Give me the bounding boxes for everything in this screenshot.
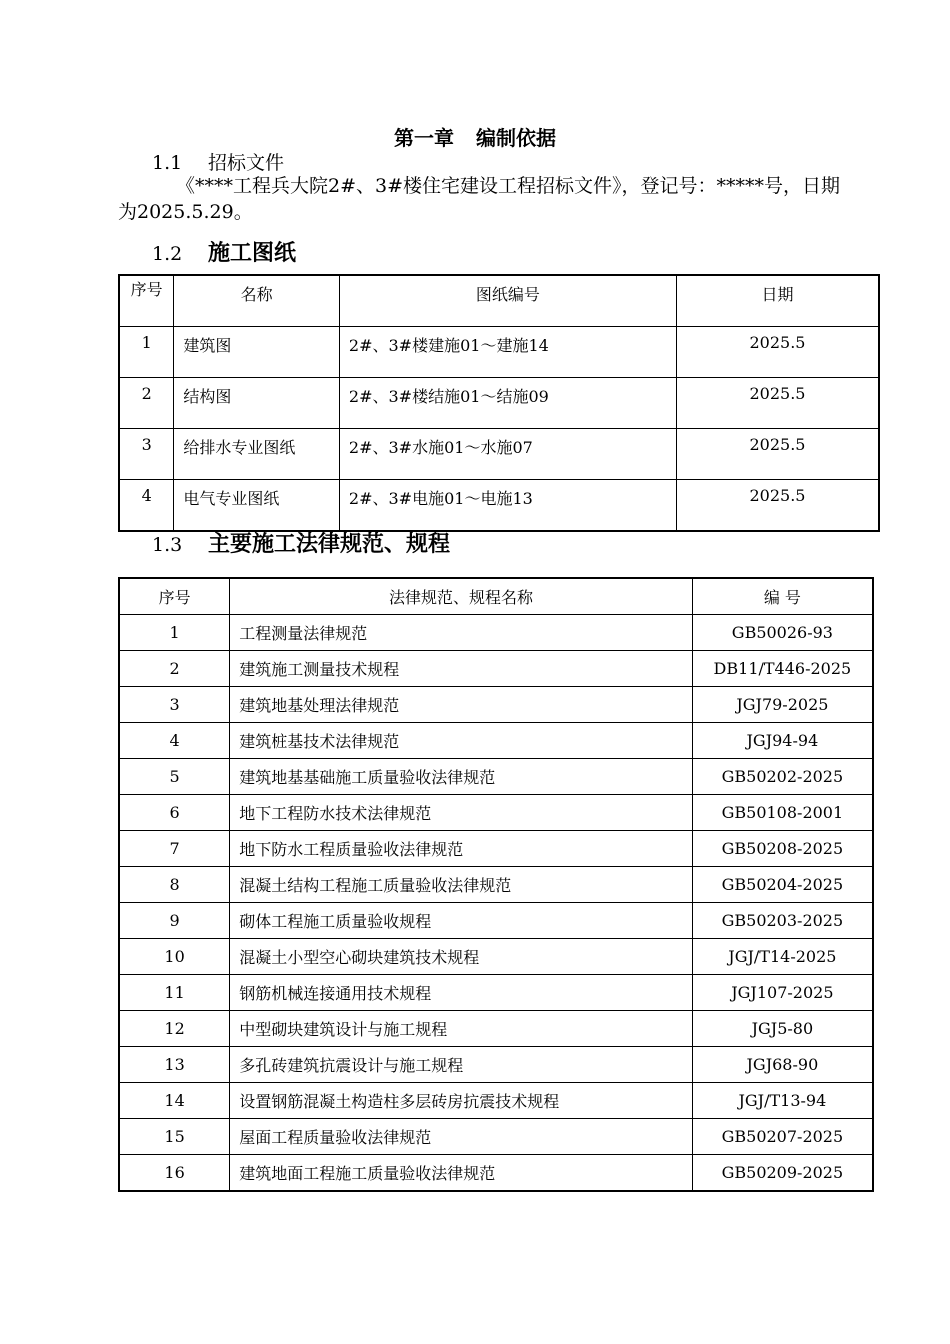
cell-code: GB50026-93 (692, 615, 873, 651)
chapter-title: 编制依据 (476, 126, 556, 150)
cell-code: JGJ94-94 (692, 723, 873, 759)
table-row (119, 327, 879, 378)
table-row (119, 687, 873, 723)
table-row (119, 795, 873, 831)
cell-name: 建筑地基处理法律规范 (230, 687, 693, 723)
section-title: 主要施工法律规范、规程 (208, 532, 451, 557)
cell-code: JGJ/T14-2025 (692, 939, 873, 975)
cell-no: 1 (119, 615, 230, 651)
cell-no: 13 (119, 1047, 230, 1083)
cell-no: 2 (119, 651, 230, 687)
cell-no: 11 (119, 975, 230, 1011)
table-row (119, 378, 879, 429)
cell-name: 混凝土小型空心砌块建筑技术规程 (230, 939, 693, 975)
cell-name: 建筑施工测量技术规程 (230, 651, 693, 687)
table-row (119, 1047, 873, 1083)
cell-code: JGJ68-90 (692, 1047, 873, 1083)
header-no: 序号 (119, 275, 174, 327)
cell-no: 6 (119, 795, 230, 831)
cell-date: 2025.5 (676, 378, 879, 429)
cell-no: 14 (119, 1083, 230, 1119)
cell-name: 中型砌块建筑设计与施工规程 (230, 1011, 693, 1047)
cell-name: 建筑地面工程施工质量验收法律规范 (230, 1155, 693, 1192)
cell-code: 2#、3#电施01～电施13 (339, 480, 676, 532)
section-1-3-heading (152, 527, 450, 558)
cell-name: 地下防水工程质量验收法律规范 (230, 831, 693, 867)
section-1-2-heading (152, 236, 296, 267)
standards-table (118, 577, 874, 1192)
cell-name: 地下工程防水技术法律规范 (230, 795, 693, 831)
header-code: 图纸编号 (339, 275, 676, 327)
table-row (119, 1155, 873, 1192)
table-row (119, 1119, 873, 1155)
cell-date: 2025.5 (676, 480, 879, 532)
cell-no: 15 (119, 1119, 230, 1155)
cell-date: 2025.5 (676, 429, 879, 480)
table-row (119, 1011, 873, 1047)
section-number: 1.3 (152, 534, 183, 556)
cell-name: 混凝土结构工程施工质量验收法律规范 (230, 867, 693, 903)
header-code: 编 号 (692, 578, 873, 615)
table-row (119, 939, 873, 975)
cell-code: JGJ5-80 (692, 1011, 873, 1047)
cell-no: 10 (119, 939, 230, 975)
cell-code: GB50208-2025 (692, 831, 873, 867)
cell-code: GB50203-2025 (692, 903, 873, 939)
cell-name: 给排水专业图纸 (174, 429, 340, 480)
header-name: 名称 (174, 275, 340, 327)
tender-paragraph: 《****工程兵大院2#、3#楼住宅建设工程招标文件》，登记号：*****号，日期为2025.5.29。 (118, 175, 841, 223)
cell-no: 3 (119, 429, 174, 480)
cell-no: 8 (119, 867, 230, 903)
section-1-1-heading (152, 148, 284, 175)
drawings-header-row (119, 275, 879, 327)
cell-code: GB50207-2025 (692, 1119, 873, 1155)
cell-code: GB50108-2001 (692, 795, 873, 831)
cell-name: 建筑图 (174, 327, 340, 378)
cell-code: JGJ107-2025 (692, 975, 873, 1011)
cell-code: GB50209-2025 (692, 1155, 873, 1192)
cell-no: 16 (119, 1155, 230, 1192)
cell-no: 4 (119, 480, 174, 532)
cell-name: 建筑桩基技术法律规范 (230, 723, 693, 759)
cell-name: 设置钢筋混凝土构造柱多层砖房抗震技术规程 (230, 1083, 693, 1119)
chapter-heading (0, 122, 950, 151)
cell-name: 砌体工程施工质量验收规程 (230, 903, 693, 939)
header-date: 日期 (676, 275, 879, 327)
table-row (119, 903, 873, 939)
table-row (119, 759, 873, 795)
table-row (119, 975, 873, 1011)
cell-name: 工程测量法律规范 (230, 615, 693, 651)
cell-no: 2 (119, 378, 174, 429)
cell-no: 3 (119, 687, 230, 723)
cell-name: 电气专业图纸 (174, 480, 340, 532)
chapter-prefix: 第一章 (394, 126, 454, 150)
section-number: 1.2 (152, 243, 183, 265)
cell-name: 钢筋机械连接通用技术规程 (230, 975, 693, 1011)
cell-name: 结构图 (174, 378, 340, 429)
cell-no: 12 (119, 1011, 230, 1047)
table-row (119, 723, 873, 759)
cell-no: 4 (119, 723, 230, 759)
header-name: 法律规范、规程名称 (230, 578, 693, 615)
cell-code: JGJ79-2025 (692, 687, 873, 723)
cell-code: JGJ/T13-94 (692, 1083, 873, 1119)
cell-no: 5 (119, 759, 230, 795)
table-row (119, 651, 873, 687)
table-row (119, 615, 873, 651)
cell-code: GB50204-2025 (692, 867, 873, 903)
cell-name: 建筑地基基础施工质量验收法律规范 (230, 759, 693, 795)
header-no: 序号 (119, 578, 230, 615)
cell-name: 屋面工程质量验收法律规范 (230, 1119, 693, 1155)
cell-code: GB50202-2025 (692, 759, 873, 795)
table-row (119, 867, 873, 903)
cell-no: 7 (119, 831, 230, 867)
cell-code: 2#、3#楼建施01～建施14 (339, 327, 676, 378)
section-title: 施工图纸 (208, 241, 297, 266)
cell-code: 2#、3#水施01～水施07 (339, 429, 676, 480)
cell-code: 2#、3#楼结施01～结施09 (339, 378, 676, 429)
table-row (119, 429, 879, 480)
cell-no: 1 (119, 327, 174, 378)
cell-no: 9 (119, 903, 230, 939)
section-number: 1.1 (152, 152, 183, 174)
cell-date: 2025.5 (676, 327, 879, 378)
drawings-table (118, 274, 880, 532)
table-row (119, 1083, 873, 1119)
standards-header-row (119, 578, 873, 615)
cell-code: DB11/T446-2025 (692, 651, 873, 687)
cell-name: 多孔砖建筑抗震设计与施工规程 (230, 1047, 693, 1083)
section-title: 招标文件 (208, 152, 285, 174)
table-row (119, 831, 873, 867)
table-row (119, 480, 879, 532)
